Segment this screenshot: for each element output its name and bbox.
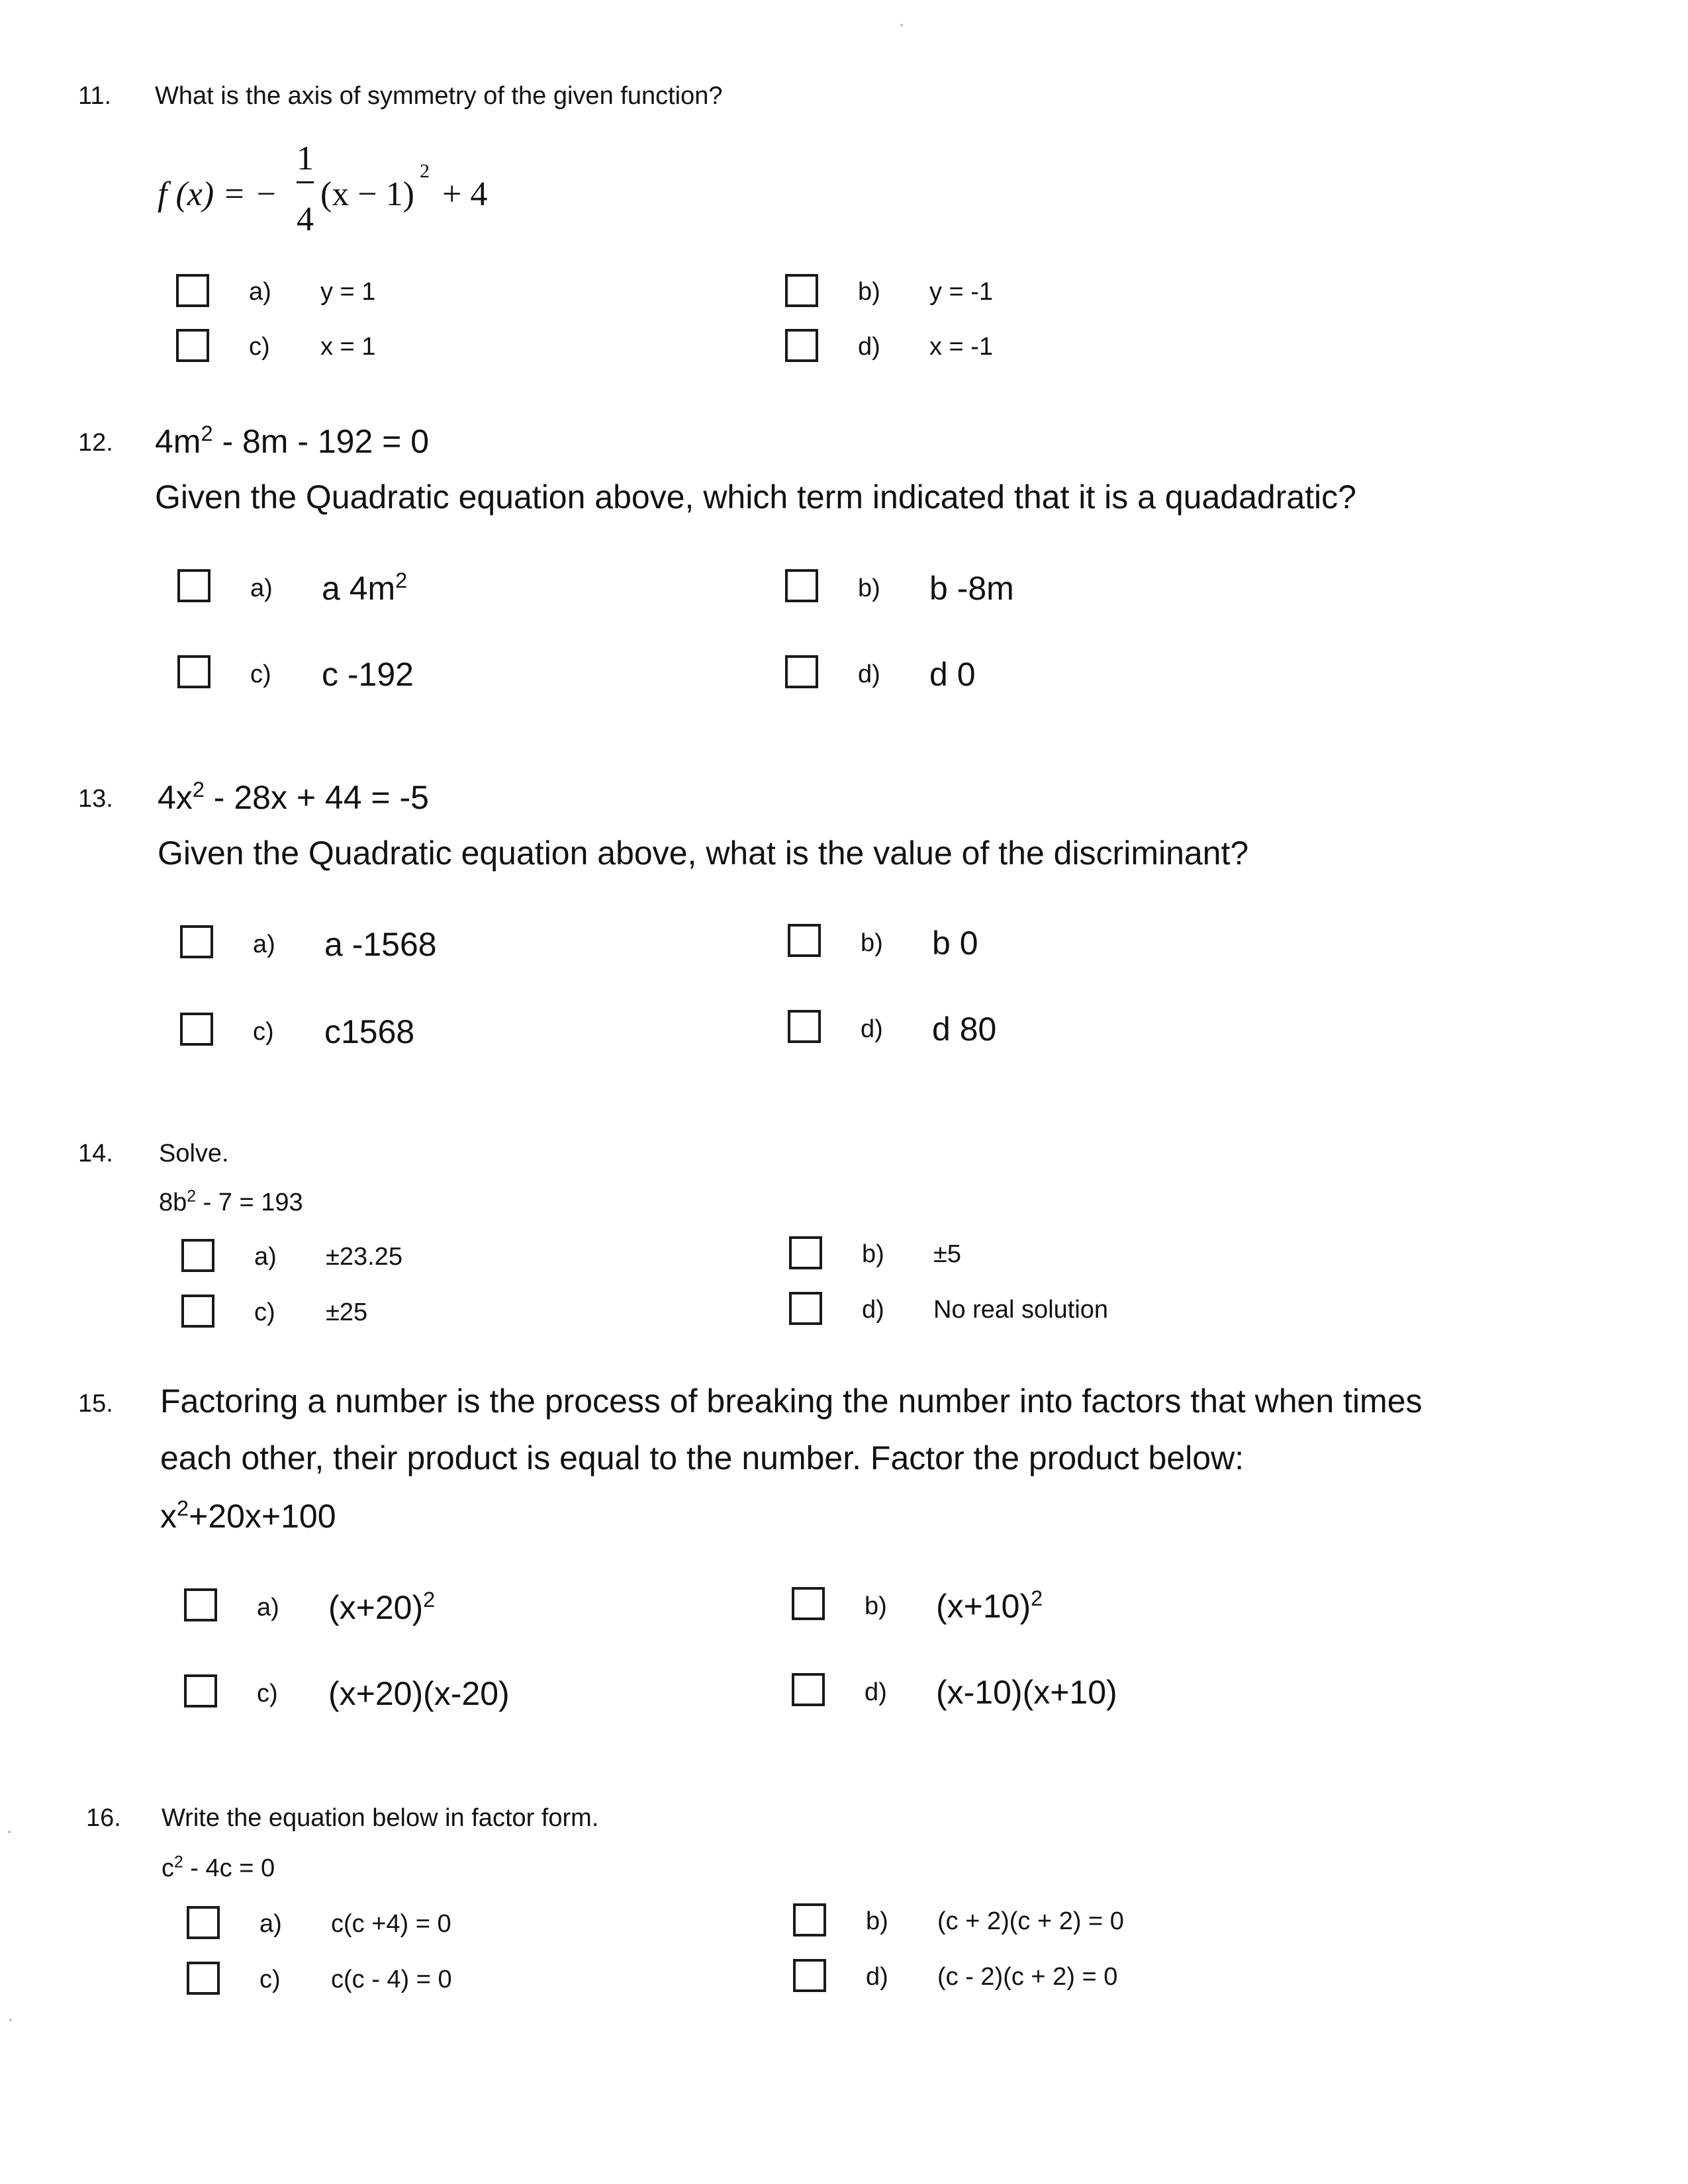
option-checkbox[interactable] [176,274,209,307]
equation-rest: - 7 = 193 [196,1189,303,1216]
formula-tail: + 4 [442,175,488,213]
option-letter: c) [257,1680,278,1707]
fraction-bar [297,181,314,183]
option-letter: c) [253,1018,274,1046]
option-checkbox[interactable] [789,1236,822,1269]
option-checkbox[interactable] [785,329,818,362]
option-letter: b) [858,278,880,306]
option-value: y = -1 [929,278,994,306]
option-letter: b) [862,1240,884,1268]
option-letter: d) [862,1296,884,1324]
option-value: ±5 [933,1240,961,1268]
option-value: No real solution [933,1296,1109,1324]
option-checkbox[interactable] [177,569,211,602]
option-value: c -192 [322,656,414,693]
option-value: (x+20)(x-20) [328,1675,510,1712]
option-checkbox[interactable] [785,569,818,602]
option-letter: c) [259,1966,281,1993]
question-prompt: Solve. [159,1140,229,1167]
option-value-wrap [322,569,407,608]
option-value: a 4m [322,570,396,607]
question-prompt: What is the axis of symmetry of the given function? [155,82,723,110]
option-checkbox[interactable] [180,925,213,958]
option-value: x = -1 [929,333,994,361]
option-value: ±23.25 [326,1243,402,1271]
option-checkbox[interactable] [180,1013,213,1046]
equation-base: 4m [155,423,201,460]
option-value-wrap [936,1587,1043,1625]
option-exponent: 2 [423,1588,436,1612]
equation-rest: - 4c = 0 [183,1854,275,1882]
equation-rest: - 28x + 44 = -5 [204,779,429,816]
option-letter: b) [865,1592,887,1620]
option-checkbox[interactable] [181,1295,214,1328]
option-letter: b) [858,574,880,602]
option-checkbox[interactable] [181,1239,214,1272]
option-checkbox[interactable] [187,1962,220,1995]
equation-base: 4x [158,779,193,816]
option-value: c1568 [324,1013,415,1050]
scan-speck [8,1831,11,1833]
question-equation [155,422,429,461]
formula-numerator: 1 [297,140,314,177]
equation-base: x [160,1498,177,1535]
formula-lhs: f (x) = − [158,175,278,213]
option-value-wrap [328,1588,435,1627]
question-prompt: Given the Quadratic equation above, what is the value of the discriminant? [158,835,1249,872]
question-number: 14. [78,1140,113,1167]
option-checkbox[interactable] [789,1292,822,1325]
formula-denominator: 4 [297,201,314,238]
option-value: b -8m [929,570,1014,607]
equation-exponent: 2 [187,1187,197,1206]
option-checkbox[interactable] [793,1959,826,1992]
option-checkbox[interactable] [793,1903,826,1936]
equation-rest: +20x+100 [189,1498,336,1535]
option-checkbox[interactable] [187,1906,220,1939]
formula-body: (x − 1) [320,175,414,213]
option-value: (c - 2)(c + 2) = 0 [937,1963,1118,1991]
option-value: c(c - 4) = 0 [331,1966,452,1993]
option-checkbox[interactable] [176,329,209,362]
option-checkbox[interactable] [184,1588,217,1621]
option-letter: c) [250,660,271,688]
formula-exponent: 2 [420,160,430,182]
option-exponent: 2 [395,569,408,593]
option-checkbox[interactable] [184,1674,217,1707]
option-letter: a) [259,1910,282,1938]
option-checkbox[interactable] [788,1010,821,1043]
option-value: c(c +4) = 0 [331,1910,451,1938]
question-number: 12. [78,429,113,457]
option-value: (x-10)(x+10) [936,1674,1117,1711]
equation-exponent: 2 [177,1496,189,1521]
option-letter: c) [254,1298,275,1326]
option-checkbox[interactable] [785,274,818,307]
question-number: 13. [78,785,113,813]
equation-exponent: 2 [201,422,213,446]
option-letter: d) [865,1678,887,1706]
option-letter: a) [253,931,275,958]
option-letter: a) [254,1243,277,1271]
option-letter: a) [249,278,271,306]
equation-base: c [162,1854,174,1882]
option-checkbox[interactable] [788,924,821,957]
option-value: (c + 2)(c + 2) = 0 [937,1907,1124,1935]
option-letter: c) [249,333,270,361]
question-equation [159,1189,303,1217]
question-prompt-line-2: each other, their product is equal to the number. Factor the product below: [160,1439,1244,1477]
option-letter: b) [861,929,883,957]
option-letter: d) [866,1963,888,1991]
option-checkbox[interactable] [177,655,211,688]
option-letter: a) [250,574,273,602]
option-letter: a) [257,1594,279,1621]
option-letter: d) [861,1015,883,1043]
question-equation [162,1854,275,1883]
option-value: d 80 [932,1011,997,1048]
question-number: 16. [86,1804,121,1832]
option-exponent: 2 [1031,1586,1043,1611]
question-equation [160,1497,336,1535]
option-value: b 0 [932,925,978,962]
equation-base: 8b [159,1189,187,1216]
question-number: 15. [78,1390,113,1418]
option-checkbox[interactable] [785,655,818,688]
question-prompt: Given the Quadratic equation above, which term indicated that it is a quadadratic? [155,478,1356,516]
question-equation [158,778,429,817]
option-value: (x+20) [328,1589,424,1626]
option-value: d 0 [929,656,976,693]
equation-rest: - 8m - 192 = 0 [212,423,430,460]
question-number: 11. [78,82,112,110]
option-value: (x+10) [936,1588,1031,1625]
scan-speck [9,2019,12,2021]
question-prompt: Write the equation below in factor form. [162,1804,599,1832]
option-value: y = 1 [320,278,376,306]
option-value: a -1568 [324,926,437,963]
option-checkbox[interactable] [792,1673,825,1706]
option-value: ±25 [326,1298,368,1326]
equation-exponent: 2 [192,778,205,802]
function-formula [158,139,515,245]
option-letter: d) [858,660,880,688]
option-checkbox[interactable] [792,1587,825,1620]
option-value: x = 1 [320,333,376,361]
question-prompt-line-1: Factoring a number is the process of breaking the number into factors that when times [160,1383,1423,1420]
scan-speck [900,24,903,26]
option-letter: d) [858,333,880,361]
equation-exponent: 2 [174,1853,183,1872]
option-letter: b) [866,1907,888,1935]
